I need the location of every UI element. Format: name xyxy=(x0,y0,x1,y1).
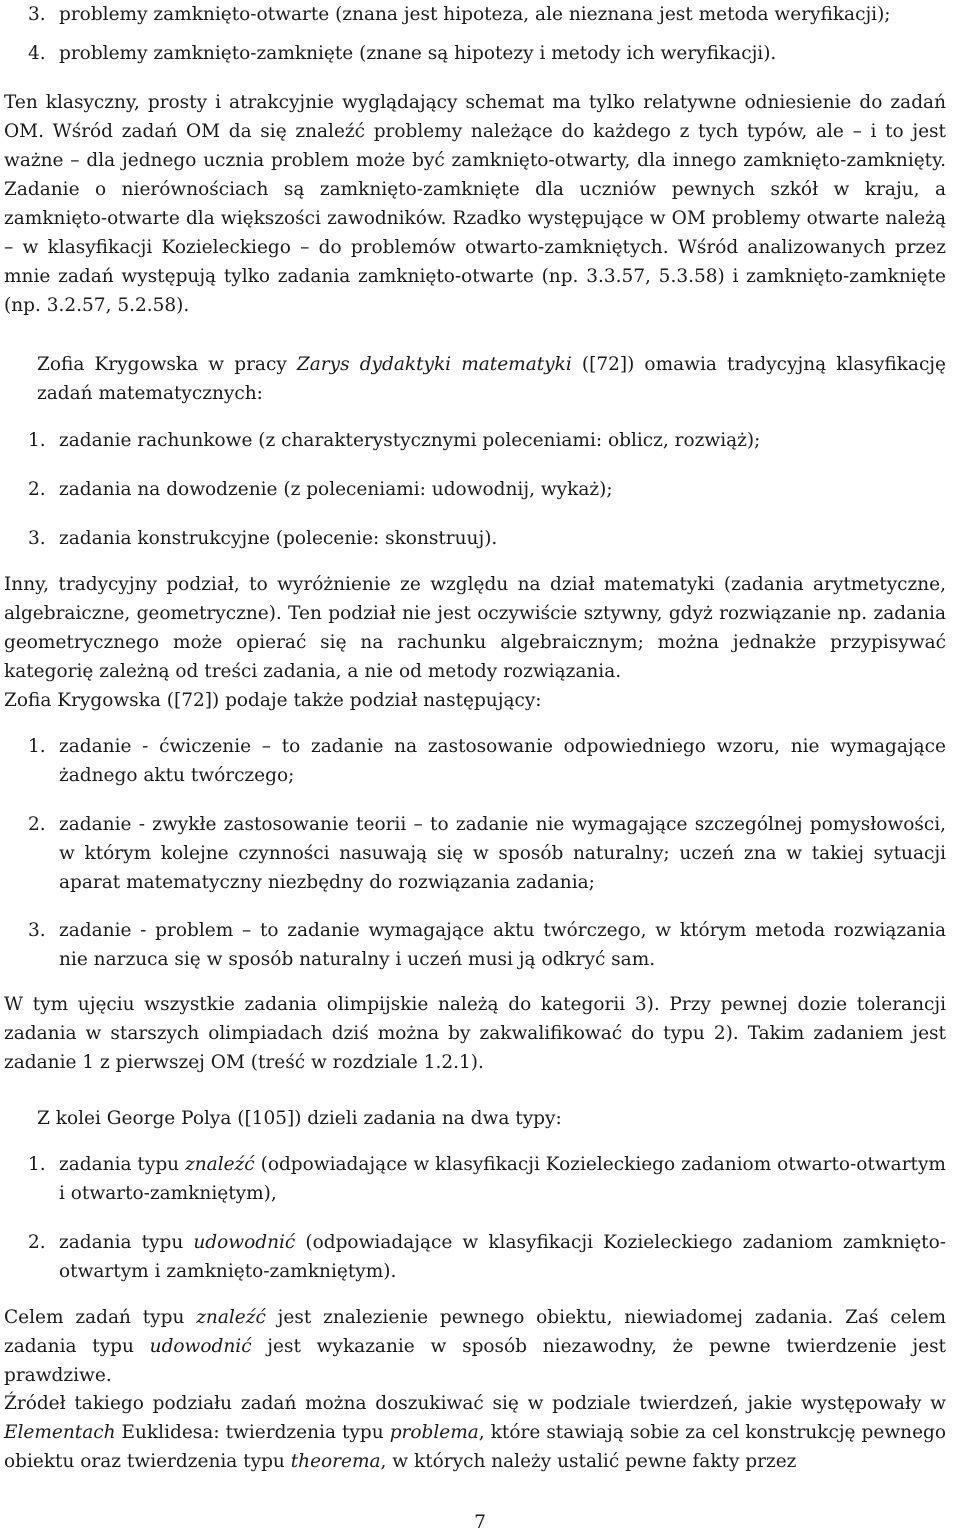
term: problema xyxy=(389,1422,479,1443)
list-item xyxy=(0,39,960,68)
list-item xyxy=(0,1228,960,1286)
term: udowodnić xyxy=(193,1232,296,1253)
list-number: 3. xyxy=(28,528,46,549)
paragraph-text: ([72]) omawia tradycyjną klasyfikację zadań matematycznych: xyxy=(37,354,946,404)
paragraph-text: Źródeł takiego podziału zadań można doszukiwać się w podziale twierdzeń, jakie występowały w xyxy=(4,1393,946,1414)
paragraph: Inny, tradycyjny podział, to wyróżnienie ze względu na dział matematyki (zadania arytmetyczne, algebraiczne, geometryczne). Ten podział nie jest oczywiście sztywny, gdyż rozwiązanie np. zadania geometrycznego może opierać się na rachunku algebraicznym; można jednakże przypisywać kategorię zależną od treści zadania, a nie od metody rozwiązania. xyxy=(4,574,946,682)
list-item xyxy=(0,0,960,29)
paragraph: Ten klasyczny, prosty i atrakcyjnie wyglądający schemat ma tylko relatywne odniesienie do zadań OM. Wśród zadań OM da się znaleźć problemy należące do każdego z tych typów, ale – i to jest ważne – dla jednego ucznia problem może być zamknięto-otwarty, dla innego zamknięto-zamknięty. Zadanie o nierównościach są zamknięto-zamknięte dla uczniów pewnych szkół w kraju, a zamknięto-otwarte dla większości zawodników. Rzadko występujące w OM problemy otwarte należą – w klasyfikacji Kozieleckiego – do problemów otwarto-zamkniętych. Wśród analizowanych przez mnie zadań występują tylko zadania zamknięto-otwarte (np. 3.3.57, 5.3.58) i zamknięto-zamknięte (np. 3.2.57, 5.2.58). xyxy=(4,92,946,316)
paragraph-text: Euklidesa: twierdzenia typu xyxy=(115,1422,390,1443)
list-text: (odpowiadające w klasyfikacji Kozieleckiego zadaniom zamknięto-otwartym i zamknięto-zamkniętym). xyxy=(59,1232,946,1282)
list-text: problemy zamknięto-otwarte (znana jest hipoteza, ale nieznana jest metoda weryfikacji); xyxy=(59,4,891,25)
list-text: zadania konstrukcyjne (polecenie: skonstruuj). xyxy=(59,528,498,549)
paragraph xyxy=(0,1303,960,1390)
list-text: (odpowiadające w klasyfikacji Kozieleckiego zadaniom otwarto-otwartym i otwarto-zamkniętym), xyxy=(59,1154,946,1204)
page-number: 7 xyxy=(474,1512,486,1533)
term: theorema xyxy=(290,1451,381,1472)
list-item xyxy=(0,524,960,553)
list-text: zadanie rachunkowe (z charakterystycznymi poleceniami: oblicz, rozwiąż); xyxy=(59,430,761,451)
list-number: 3. xyxy=(28,4,46,25)
paragraph: Zofia Krygowska ([72]) podaje także podział następujący: xyxy=(4,690,542,711)
list-item xyxy=(0,810,960,897)
paragraph xyxy=(0,1389,960,1476)
book-title: Zarys dydaktyki matematyki xyxy=(296,354,572,375)
term: znaleźć xyxy=(185,1154,255,1175)
paragraph: Z kolei George Polya ([105]) dzieli zadania na dwa typy: xyxy=(37,1108,562,1129)
list-number: 1. xyxy=(28,430,46,451)
term: Elementach xyxy=(4,1422,116,1443)
list-number: 4. xyxy=(28,43,46,64)
list-number: 1. xyxy=(28,736,46,757)
list-item xyxy=(0,1150,960,1208)
paragraph-text: jest znalezienie pewnego obiektu, niewiadomej zadania. Zaś celem zadania typu xyxy=(4,1307,946,1357)
list-number: 3. xyxy=(28,920,46,941)
list-item xyxy=(0,732,960,790)
list-text: zadania na dowodzenie (z poleceniami: udowodnij, wykaż); xyxy=(59,479,613,500)
list-number: 2. xyxy=(28,814,46,835)
list-number: 1. xyxy=(28,1154,46,1175)
term: znaleźć xyxy=(196,1307,266,1328)
list-number: 2. xyxy=(28,1232,46,1253)
list-text: zadanie - ćwiczenie – to zadanie na zastosowanie odpowiedniego wzoru, nie wymagające żadnego aktu twórczego; xyxy=(59,736,946,786)
list-text: problemy zamknięto-zamknięte (znane są hipotezy i metody ich weryfikacji). xyxy=(59,43,777,64)
paragraph-text: Celem zadań typu xyxy=(4,1307,197,1328)
list-text: zadania typu xyxy=(59,1154,185,1175)
paragraph-text: , które stawiają sobie za cel konstrukcję pewnego obiektu oraz twierdzenia typu xyxy=(4,1422,947,1472)
paragraph-text: Zofia Krygowska w pracy xyxy=(37,354,297,375)
list-item xyxy=(0,426,960,455)
list-text: zadanie - problem – to zadanie wymagające aktu twórczego, w którym metoda rozwiązania nie narzuca się w sposób naturalny i uczeń musi ją odkryć sam. xyxy=(59,920,946,970)
list-text: zadania typu xyxy=(59,1232,194,1253)
list-number: 2. xyxy=(28,479,46,500)
list-text: zadanie - zwykłe zastosowanie teorii – to zadanie nie wymagające szczególnej pomysłowości, w którym kolejne czynności nasuwają się w sposób naturalny; uczeń zna w takiej sytuacji aparat matematyczny niezbędny do rozwiązania zadania; xyxy=(59,814,946,893)
paragraph-text: , w których należy ustalić pewne fakty przez xyxy=(380,1451,797,1472)
term: udowodnić xyxy=(149,1336,252,1357)
paragraph-text: jest wykazanie w sposób niezawodny, że pewne twierdzenie jest prawdziwe. xyxy=(4,1336,946,1386)
paragraph xyxy=(0,350,960,408)
paragraph: W tym ujęciu wszystkie zadania olimpijskie należą do kategorii 3). Przy pewnej dozie tolerancji zadania w starszych olimpiadach dziś można by zakwalifikować do typu 2). Takim zadaniem jest zadanie 1 z pierwszej OM (treść w rozdziale 1.2.1). xyxy=(4,994,946,1073)
list-item xyxy=(0,475,960,504)
list-item xyxy=(0,916,960,974)
